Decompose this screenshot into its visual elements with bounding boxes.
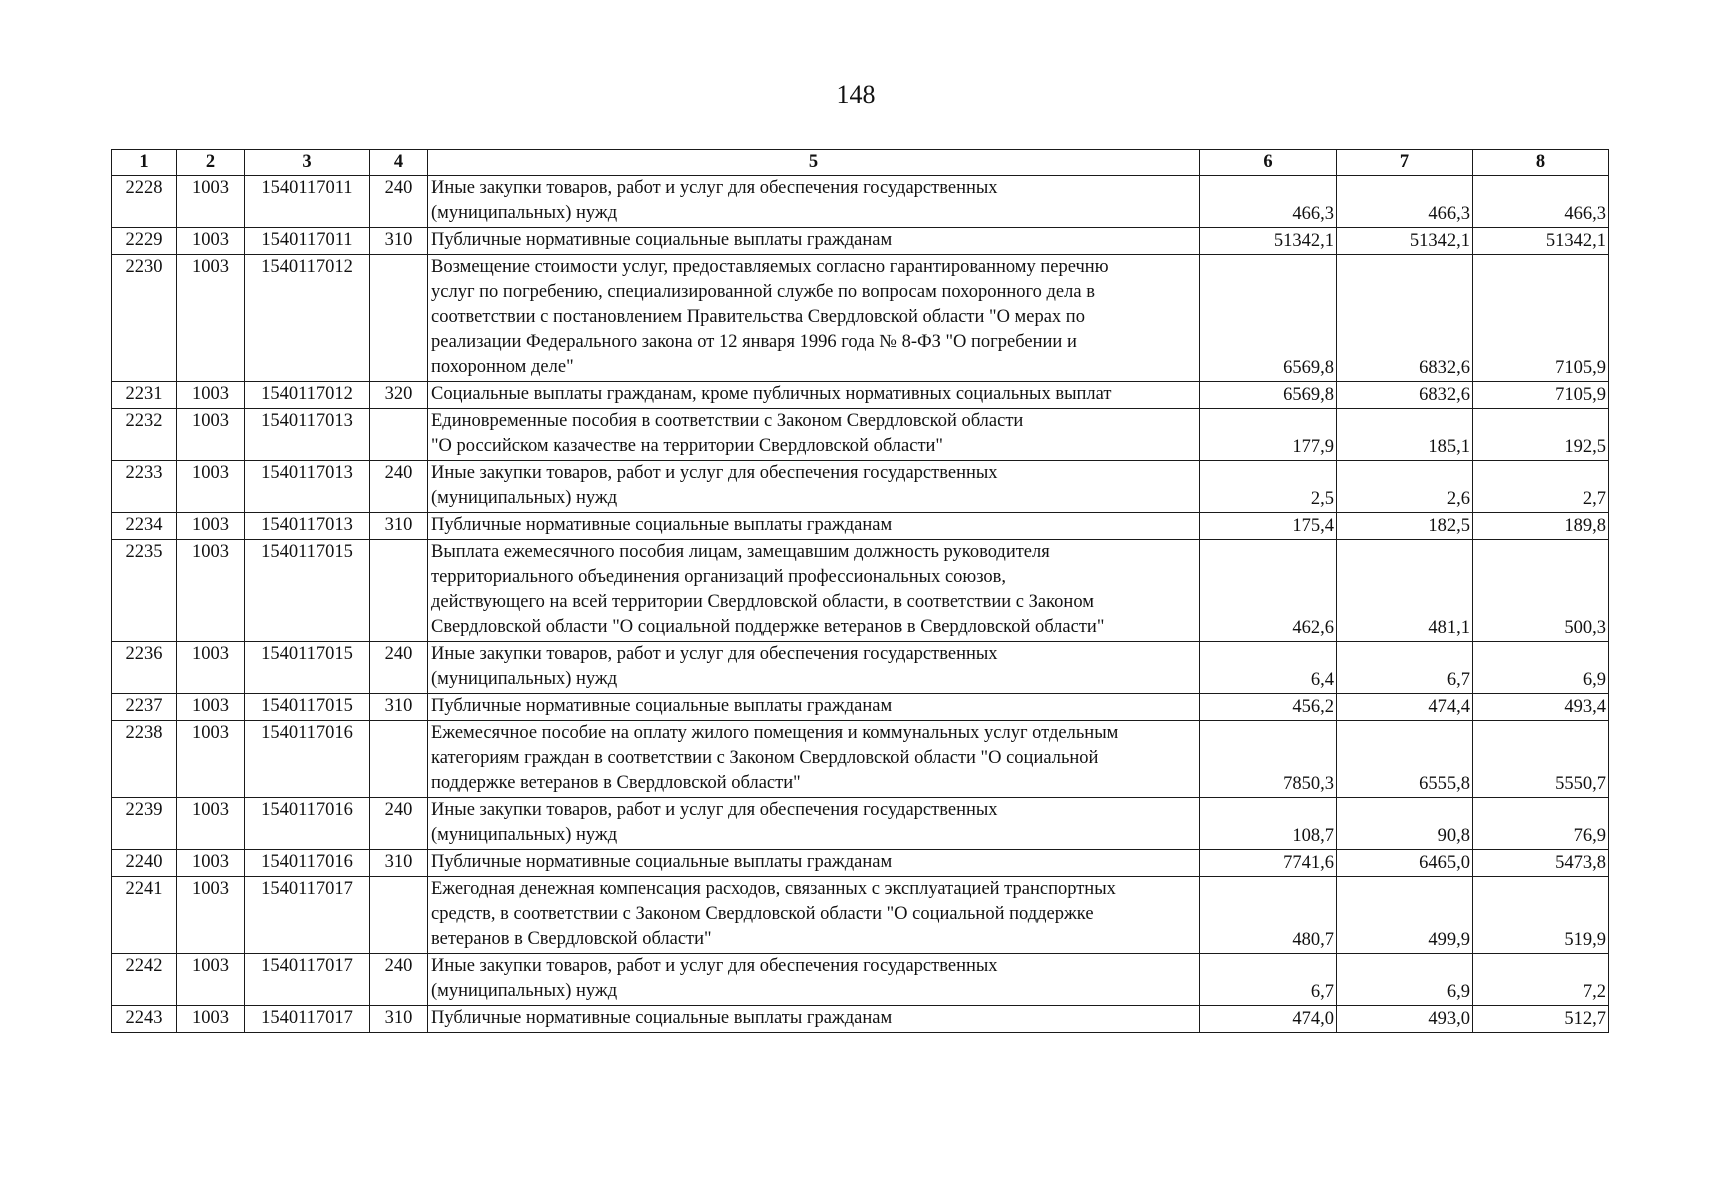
- amount-col-7-cell: 90,8: [1337, 798, 1473, 850]
- amount-col-7-cell: 6832,6: [1337, 255, 1473, 382]
- expense-type-cell: 320: [370, 382, 428, 409]
- header-col-5: 5: [428, 150, 1200, 176]
- description-cell: [428, 1006, 1200, 1033]
- description-line: (муниципальных) нужд: [431, 203, 618, 223]
- row-number-cell: 2239: [112, 798, 177, 850]
- description-line: Социальные выплаты гражданам, кроме публичных нормативных социальных выплат: [431, 384, 1112, 404]
- amount-col-8-cell: 500,3: [1473, 540, 1609, 642]
- target-code-cell: 1540117017: [245, 1006, 370, 1033]
- expense-type-cell: 310: [370, 694, 428, 721]
- row-number-cell: 2231: [112, 382, 177, 409]
- amount-col-8-cell: 5473,8: [1473, 850, 1609, 877]
- table-body: [112, 176, 1609, 1033]
- amount-col-6-cell: 6569,8: [1200, 382, 1337, 409]
- expense-type-cell: [370, 540, 428, 642]
- expense-type-cell: [370, 721, 428, 798]
- target-code-cell: 1540117016: [245, 798, 370, 850]
- table-row: [112, 850, 1609, 877]
- header-row: [112, 150, 1609, 176]
- table-row: [112, 694, 1609, 721]
- amount-col-6-cell: 6,7: [1200, 954, 1337, 1006]
- description-cell: [428, 255, 1200, 382]
- description-cell: [428, 642, 1200, 694]
- table-row: [112, 877, 1609, 954]
- description-cell: [428, 228, 1200, 255]
- section-code-cell: 1003: [177, 850, 245, 877]
- section-code-cell: 1003: [177, 461, 245, 513]
- target-code-cell: 1540117012: [245, 382, 370, 409]
- amount-col-6-cell: 2,5: [1200, 461, 1337, 513]
- description-line: Публичные нормативные социальные выплаты гражданам: [431, 1008, 893, 1028]
- description-line: (муниципальных) нужд: [431, 825, 618, 845]
- target-code-cell: 1540117017: [245, 954, 370, 1006]
- description-line: реализации Федерального закона от 12 января 1996 года № 8-ФЗ "О погребении и: [431, 332, 1077, 352]
- amount-col-6-cell: 7741,6: [1200, 850, 1337, 877]
- table-row: [112, 382, 1609, 409]
- amount-col-8-cell: 51342,1: [1473, 228, 1609, 255]
- description-cell: [428, 694, 1200, 721]
- expense-type-cell: 240: [370, 642, 428, 694]
- target-code-cell: 1540117013: [245, 513, 370, 540]
- description-line: ветеранов в Свердловской области": [431, 929, 712, 949]
- description-cell: [428, 382, 1200, 409]
- description-line: Ежегодная денежная компенсация расходов, связанных с эксплуатацией транспортных: [431, 879, 1116, 899]
- description-cell: [428, 877, 1200, 954]
- section-code-cell: 1003: [177, 382, 245, 409]
- section-code-cell: 1003: [177, 176, 245, 228]
- amount-col-7-cell: 466,3: [1337, 176, 1473, 228]
- table-row: [112, 642, 1609, 694]
- description-cell: [428, 850, 1200, 877]
- section-code-cell: 1003: [177, 954, 245, 1006]
- description-cell: [428, 540, 1200, 642]
- page-number: 148: [836, 80, 876, 109]
- amount-col-8-cell: 76,9: [1473, 798, 1609, 850]
- expense-type-cell: [370, 255, 428, 382]
- expense-type-cell: 310: [370, 1006, 428, 1033]
- amount-col-7-cell: 182,5: [1337, 513, 1473, 540]
- section-code-cell: 1003: [177, 721, 245, 798]
- amount-col-7-cell: 493,0: [1337, 1006, 1473, 1033]
- section-code-cell: 1003: [177, 513, 245, 540]
- description-line: действующего на всей территории Свердловской области, в соответствии с Законом: [431, 592, 1094, 612]
- description-line: соответствии с постановлением Правительства Свердловской области "О мерах по: [431, 307, 1085, 327]
- expense-type-cell: 310: [370, 228, 428, 255]
- header-col-7: 7: [1337, 150, 1473, 176]
- section-code-cell: 1003: [177, 694, 245, 721]
- header-col-3: 3: [245, 150, 370, 176]
- amount-col-7-cell: 185,1: [1337, 409, 1473, 461]
- section-code-cell: 1003: [177, 642, 245, 694]
- description-cell: [428, 513, 1200, 540]
- amount-col-8-cell: 192,5: [1473, 409, 1609, 461]
- amount-col-7-cell: 6465,0: [1337, 850, 1473, 877]
- row-number-cell: 2232: [112, 409, 177, 461]
- table-row: [112, 409, 1609, 461]
- row-number-cell: 2237: [112, 694, 177, 721]
- description-line: Иные закупки товаров, работ и услуг для обеспечения государственных: [431, 800, 998, 820]
- amount-col-7-cell: 2,6: [1337, 461, 1473, 513]
- target-code-cell: 1540117015: [245, 694, 370, 721]
- description-line: "О российском казачестве на территории Свердловской области": [431, 436, 943, 456]
- section-code-cell: 1003: [177, 409, 245, 461]
- description-line: территориального объединения организаций профессиональных союзов,: [431, 567, 1007, 587]
- amount-col-8-cell: 466,3: [1473, 176, 1609, 228]
- amount-col-6-cell: 462,6: [1200, 540, 1337, 642]
- description-cell: [428, 176, 1200, 228]
- description-line: (муниципальных) нужд: [431, 488, 618, 508]
- amount-col-6-cell: 480,7: [1200, 877, 1337, 954]
- amount-col-8-cell: 493,4: [1473, 694, 1609, 721]
- amount-col-6-cell: 466,3: [1200, 176, 1337, 228]
- target-code-cell: 1540117012: [245, 255, 370, 382]
- table-row: [112, 1006, 1609, 1033]
- description-line: Свердловской области "О социальной поддержке ветеранов в Свердловской области": [431, 617, 1105, 637]
- amount-col-8-cell: 5550,7: [1473, 721, 1609, 798]
- amount-col-7-cell: 499,9: [1337, 877, 1473, 954]
- amount-col-6-cell: 6,4: [1200, 642, 1337, 694]
- amount-col-8-cell: 189,8: [1473, 513, 1609, 540]
- table-row: [112, 721, 1609, 798]
- section-code-cell: 1003: [177, 255, 245, 382]
- row-number-cell: 2243: [112, 1006, 177, 1033]
- table-header: [112, 150, 1609, 176]
- amount-col-8-cell: 7105,9: [1473, 382, 1609, 409]
- expense-type-cell: 240: [370, 798, 428, 850]
- description-line: категориям граждан в соответствии с Законом Свердловской области "О социальной: [431, 748, 1099, 768]
- target-code-cell: 1540117013: [245, 461, 370, 513]
- target-code-cell: 1540117011: [245, 176, 370, 228]
- target-code-cell: 1540117011: [245, 228, 370, 255]
- table-row: [112, 954, 1609, 1006]
- amount-col-8-cell: 519,9: [1473, 877, 1609, 954]
- expense-type-cell: 240: [370, 954, 428, 1006]
- amount-col-6-cell: 7850,3: [1200, 721, 1337, 798]
- expense-type-cell: [370, 877, 428, 954]
- table-row: [112, 176, 1609, 228]
- table-row: [112, 255, 1609, 382]
- amount-col-6-cell: 51342,1: [1200, 228, 1337, 255]
- amount-col-6-cell: 6569,8: [1200, 255, 1337, 382]
- header-col-6: 6: [1200, 150, 1337, 176]
- description-line: похоронном деле": [431, 357, 574, 377]
- description-line: Публичные нормативные социальные выплаты гражданам: [431, 230, 893, 250]
- expense-type-cell: 310: [370, 850, 428, 877]
- amount-col-6-cell: 177,9: [1200, 409, 1337, 461]
- header-col-4: 4: [370, 150, 428, 176]
- amount-col-7-cell: 6,9: [1337, 954, 1473, 1006]
- target-code-cell: 1540117016: [245, 850, 370, 877]
- description-cell: [428, 954, 1200, 1006]
- description-line: (муниципальных) нужд: [431, 669, 618, 689]
- amount-col-8-cell: 512,7: [1473, 1006, 1609, 1033]
- section-code-cell: 1003: [177, 540, 245, 642]
- amount-col-7-cell: 6832,6: [1337, 382, 1473, 409]
- table-row: [112, 540, 1609, 642]
- row-number-cell: 2240: [112, 850, 177, 877]
- description-line: Иные закупки товаров, работ и услуг для обеспечения государственных: [431, 463, 998, 483]
- description-line: (муниципальных) нужд: [431, 981, 618, 1001]
- row-number-cell: 2238: [112, 721, 177, 798]
- amount-col-7-cell: 6555,8: [1337, 721, 1473, 798]
- description-line: Публичные нормативные социальные выплаты гражданам: [431, 696, 893, 716]
- amount-col-8-cell: 6,9: [1473, 642, 1609, 694]
- description-cell: [428, 461, 1200, 513]
- amount-col-8-cell: 7105,9: [1473, 255, 1609, 382]
- amount-col-8-cell: 2,7: [1473, 461, 1609, 513]
- target-code-cell: 1540117015: [245, 642, 370, 694]
- section-code-cell: 1003: [177, 1006, 245, 1033]
- table-row: [112, 798, 1609, 850]
- description-line: средств, в соответствии с Законом Свердловской области "О социальной поддержке: [431, 904, 1094, 924]
- header-col-1: 1: [112, 150, 177, 176]
- expense-type-cell: 240: [370, 461, 428, 513]
- row-number-cell: 2235: [112, 540, 177, 642]
- amount-col-7-cell: 481,1: [1337, 540, 1473, 642]
- amount-col-6-cell: 175,4: [1200, 513, 1337, 540]
- row-number-cell: 2233: [112, 461, 177, 513]
- section-code-cell: 1003: [177, 228, 245, 255]
- description-line: услуг по погребению, специализированной службе по вопросам похоронного дела в: [431, 282, 1095, 302]
- description-line: Ежемесячное пособие на оплату жилого помещения и коммунальных услуг отдельным: [431, 723, 1119, 743]
- amount-col-7-cell: 6,7: [1337, 642, 1473, 694]
- description-line: Иные закупки товаров, работ и услуг для обеспечения государственных: [431, 644, 998, 664]
- table-row: [112, 513, 1609, 540]
- row-number-cell: 2242: [112, 954, 177, 1006]
- description-cell: [428, 409, 1200, 461]
- row-number-cell: 2241: [112, 877, 177, 954]
- description-line: Выплата ежемесячного пособия лицам, замещавшим должность руководителя: [431, 542, 1050, 562]
- target-code-cell: 1540117016: [245, 721, 370, 798]
- description-line: Возмещение стоимости услуг, предоставляемых согласно гарантированному перечню: [431, 257, 1109, 277]
- description-line: Публичные нормативные социальные выплаты гражданам: [431, 515, 893, 535]
- amount-col-6-cell: 456,2: [1200, 694, 1337, 721]
- description-line: Единовременные пособия в соответствии с Законом Свердловской области: [431, 411, 1024, 431]
- table-row: [112, 461, 1609, 513]
- amount-col-6-cell: 474,0: [1200, 1006, 1337, 1033]
- header-col-2: 2: [177, 150, 245, 176]
- table-row: [112, 228, 1609, 255]
- amount-col-7-cell: 474,4: [1337, 694, 1473, 721]
- row-number-cell: 2234: [112, 513, 177, 540]
- expense-type-cell: 240: [370, 176, 428, 228]
- description-line: Иные закупки товаров, работ и услуг для обеспечения государственных: [431, 956, 998, 976]
- header-col-8: 8: [1473, 150, 1609, 176]
- description-cell: [428, 721, 1200, 798]
- expense-type-cell: 310: [370, 513, 428, 540]
- description-line: Иные закупки товаров, работ и услуг для обеспечения государственных: [431, 178, 998, 198]
- row-number-cell: 2229: [112, 228, 177, 255]
- amount-col-7-cell: 51342,1: [1337, 228, 1473, 255]
- target-code-cell: 1540117015: [245, 540, 370, 642]
- row-number-cell: 2230: [112, 255, 177, 382]
- target-code-cell: 1540117017: [245, 877, 370, 954]
- section-code-cell: 1003: [177, 798, 245, 850]
- section-code-cell: 1003: [177, 877, 245, 954]
- description-line: поддержке ветеранов в Свердловской области": [431, 773, 801, 793]
- amount-col-6-cell: 108,7: [1200, 798, 1337, 850]
- row-number-cell: 2228: [112, 176, 177, 228]
- target-code-cell: 1540117013: [245, 409, 370, 461]
- description-line: Публичные нормативные социальные выплаты гражданам: [431, 852, 893, 872]
- row-number-cell: 2236: [112, 642, 177, 694]
- amount-col-8-cell: 7,2: [1473, 954, 1609, 1006]
- description-cell: [428, 798, 1200, 850]
- expense-type-cell: [370, 409, 428, 461]
- budget-table: [111, 149, 1609, 1033]
